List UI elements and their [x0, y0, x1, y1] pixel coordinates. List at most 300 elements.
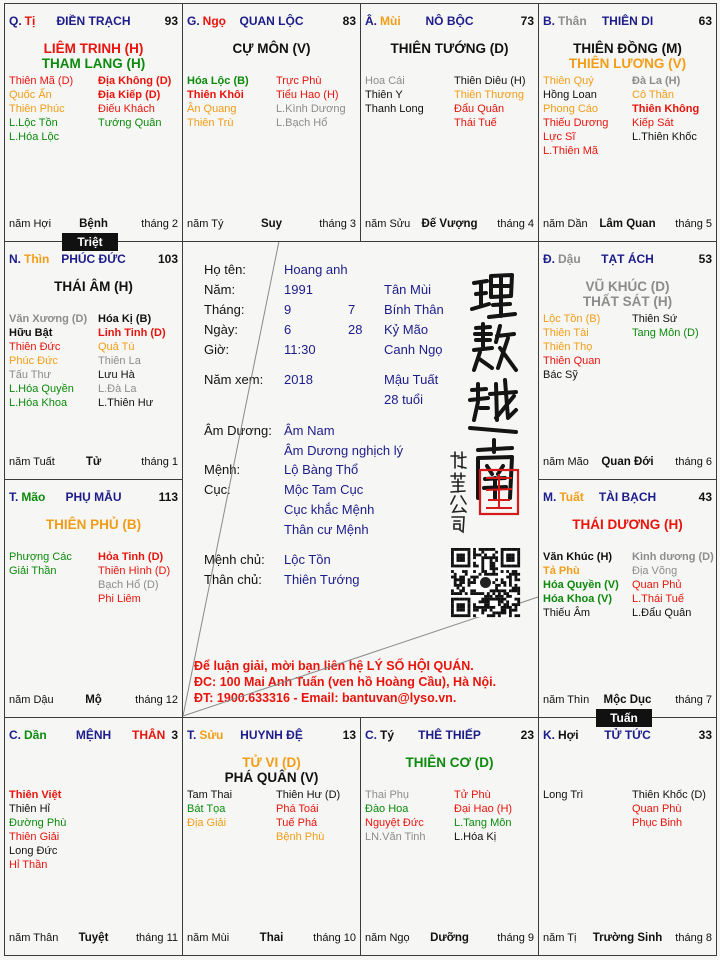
minor-stars-right [632, 788, 706, 830]
palace-huynh-de [182, 717, 361, 956]
palace-phu-mau [4, 479, 183, 718]
life-stage: Đế Vượng [421, 218, 478, 230]
minor-stars-right [632, 550, 714, 620]
minor-star: Văn Khúc (H) [543, 551, 613, 563]
life-stage: Thai [259, 932, 284, 944]
main-star: THẤT SÁT (H) [582, 294, 673, 309]
minor-star: Linh Tinh (D) [98, 327, 166, 339]
minor-stars-right [454, 788, 512, 844]
birth-month-solar: 9 [284, 302, 292, 317]
palace-quan-loc [182, 3, 361, 242]
contact-address: ĐC: 100 Mai Anh Tuấn (ven hồ Hoàng Cầu), Hà Nội. [194, 675, 497, 689]
minor-star: Bạch Hổ (D) [98, 579, 159, 591]
heavenly-stem: C. [9, 728, 21, 742]
main-stars [361, 41, 538, 56]
cycle-year: năm Dần [543, 218, 588, 230]
life-stage: Suy [260, 218, 283, 230]
palace-phuc-duc [4, 241, 183, 480]
cuc-label: Cục: [204, 482, 231, 497]
main-stars [539, 279, 716, 309]
am-duong-note: Âm Dương nghịch lý [284, 443, 404, 458]
minor-star: Thai Phụ [365, 789, 410, 801]
cycle-month: tháng 4 [497, 218, 534, 230]
minor-star: Phá Toái [276, 803, 319, 815]
minor-star: Tướng Quân [98, 117, 162, 129]
minor-star: Thiếu Âm [543, 607, 591, 619]
palace-thien-di [538, 3, 717, 242]
heavenly-stem: C. [365, 728, 377, 742]
life-stage: Quan Đới [601, 456, 654, 468]
palace-header [361, 727, 538, 743]
birth-hour: 11:30 [284, 342, 316, 357]
heavenly-stem: T. [9, 490, 19, 504]
view-year-canchi: Mậu Tuất [384, 372, 439, 387]
minor-star: Bác Sỹ [543, 369, 578, 381]
minor-star: Hóa Khoa (V) [543, 593, 613, 605]
minor-star: Thiên Quý [543, 75, 594, 87]
minor-star: Giải Thần [9, 565, 57, 577]
life-stage: Tuyệt [78, 932, 109, 944]
owner-name-label: Họ tên: [204, 262, 246, 277]
palace-name: MỆNH [75, 728, 112, 742]
minor-star: Thanh Long [365, 103, 424, 115]
minor-star: Hỉ Thần [9, 859, 48, 871]
minor-star: Phục Binh [632, 817, 683, 829]
heavenly-stem: B. [543, 14, 555, 28]
palace-age-number: 93 [164, 14, 178, 28]
cycle-year: năm Tị [543, 932, 577, 944]
cycle-year: năm Mão [543, 456, 589, 468]
minor-star: L.Hóa Lộc [9, 131, 60, 143]
minor-star: Thiên Khôi [187, 89, 244, 101]
minor-star: Thiên Phúc [9, 103, 65, 115]
palace-tu-tuc [538, 717, 717, 956]
palace-menh [4, 717, 183, 956]
heavenly-stem: G. [187, 14, 200, 28]
minor-star: Thiên Tài [543, 327, 589, 339]
palace-age-number: 73 [520, 14, 534, 28]
than-chu: Thiên Tướng [284, 572, 360, 587]
body-palace-tag: THÂN [132, 728, 166, 742]
minor-star: Hóa Kị (B) [98, 313, 152, 325]
minor-star: Hỏa Tinh (D) [98, 551, 164, 563]
minor-star: Tam Thai [187, 789, 233, 801]
cycle-month: tháng 8 [675, 932, 712, 944]
cycle-year: năm Mùi [187, 932, 230, 944]
palace-footer [5, 930, 182, 946]
minor-star: Phượng Các [9, 551, 72, 563]
birth-hour-canchi: Canh Ngọ [384, 342, 443, 357]
palace-stem-branch [543, 13, 587, 29]
minor-star: Hóa Quyền (V) [543, 579, 619, 591]
palace-header [5, 13, 182, 29]
contact-line-1: Để luận giải, mời bạn liên hệ LÝ SỐ HỘI QUÁN. [194, 659, 474, 673]
than-chu-label: Thân chủ: [204, 572, 262, 587]
main-star: THIÊN TƯỚNG (D) [390, 41, 509, 56]
palace-age-number: 103 [157, 252, 178, 266]
minor-star: L.Thiên Hư [98, 397, 154, 409]
menh: Lộ Bàng Thổ [284, 462, 359, 477]
minor-star: Thiên Diêu (H) [454, 75, 526, 87]
earthly-branch: Thân [558, 14, 587, 28]
minor-star: L.Bạch Hổ [276, 117, 328, 129]
minor-star: L.Kình Dương [276, 103, 346, 115]
cycle-month: tháng 5 [675, 218, 712, 230]
main-star: VŨ KHÚC (D) [585, 279, 670, 294]
birth-month-label: Tháng: [204, 302, 245, 317]
palace-age-number: 63 [698, 14, 712, 28]
main-star: CỰ MÔN (V) [232, 41, 311, 56]
palace-name: QUAN LỘC [239, 14, 304, 28]
menh-chu: Lộc Tồn [284, 552, 331, 567]
minor-star: Lực Sĩ [543, 131, 576, 143]
cycle-month: tháng 12 [135, 694, 178, 706]
cycle-year: năm Thìn [543, 694, 590, 706]
than-note: Thân cư Mệnh [284, 522, 369, 537]
minor-star: Đào Hoa [365, 803, 409, 815]
palace-age-number: 23 [520, 728, 534, 742]
minor-stars-left [365, 74, 424, 116]
minor-star: Tiểu Hao (H) [276, 89, 339, 101]
cuc: Mộc Tam Cục [284, 482, 364, 497]
minor-star: Thiên Thọ [543, 341, 593, 353]
earthly-branch: Tuất [559, 490, 584, 504]
heavenly-stem: Â. [365, 14, 377, 28]
view-year-label: Năm xem: [204, 372, 264, 387]
minor-stars-right [454, 74, 526, 130]
life-stage: Trường Sinh [592, 932, 663, 944]
minor-star: Thiên Hỉ [9, 803, 50, 815]
palace-header [539, 251, 716, 267]
minor-stars-left [9, 74, 73, 144]
birth-day-canchi: Kỷ Mão [384, 322, 429, 337]
main-stars [183, 41, 360, 56]
cycle-month: tháng 3 [319, 218, 356, 230]
minor-star: L.Đà La [98, 383, 137, 395]
minor-star: Hồng Loan [543, 89, 597, 101]
main-stars [361, 755, 538, 770]
palace-footer [183, 216, 360, 232]
minor-stars-right [98, 74, 171, 130]
minor-star: Phi Liêm [98, 593, 141, 605]
heavenly-stem: M. [543, 490, 557, 504]
palace-age-number: 43 [698, 490, 712, 504]
palace-tat-ach [538, 241, 717, 480]
main-star: THIÊN LƯƠNG (V) [568, 56, 687, 71]
main-star: THIÊN ĐỒNG (M) [573, 41, 682, 56]
palace-header [5, 489, 182, 505]
minor-stars-left [365, 788, 426, 844]
birth-hour-label: Giờ: [204, 342, 230, 357]
earthly-branch: Ngọ [202, 14, 226, 28]
minor-star: Thiên Không [632, 103, 700, 115]
cycle-year: năm Sửu [365, 218, 411, 230]
life-stage: Bệnh [79, 218, 108, 230]
palace-tai-bach [538, 479, 717, 718]
minor-star: Hoa Cái [365, 75, 405, 87]
palace-name: HUYNH ĐỆ [240, 728, 303, 742]
palace-stem-branch [9, 489, 45, 505]
palace-footer [5, 454, 182, 470]
minor-star: Quan Phủ [632, 579, 682, 591]
main-stars [5, 41, 182, 71]
palace-stem-branch [9, 13, 35, 29]
minor-star: Lộc Tồn (B) [543, 313, 601, 325]
tuan-badge: Tuấn [596, 709, 652, 727]
cycle-year: năm Tý [187, 218, 224, 230]
minor-star: Trực Phù [276, 75, 322, 87]
minor-star: L.Hóa Quyền [9, 383, 74, 395]
palace-age-number: 13 [342, 728, 356, 742]
minor-star: Tử Phù [454, 789, 491, 801]
palace-dien-trach [4, 3, 183, 242]
palace-age-number: 83 [342, 14, 356, 28]
life-stage: Lâm Quan [599, 218, 656, 230]
palace-stem-branch [543, 727, 579, 743]
birth-day-lunar: 28 [348, 322, 363, 337]
view-year: 2018 [284, 372, 313, 387]
minor-star: Địa Giải [187, 817, 227, 829]
cycle-month: tháng 2 [141, 218, 178, 230]
main-stars [539, 517, 716, 532]
main-stars [539, 41, 716, 71]
minor-star: Văn Xương (D) [9, 313, 88, 325]
earthly-branch: Sửu [199, 728, 224, 742]
palace-header [183, 13, 360, 29]
palace-header [183, 727, 360, 743]
minor-stars-left [543, 550, 619, 620]
heavenly-stem: K. [543, 728, 555, 742]
birth-year-solar: 1991 [284, 282, 313, 297]
age: 28 tuổi [384, 392, 424, 407]
main-star: THAM LANG (H) [41, 56, 146, 71]
cycle-year: năm Tuất [9, 456, 55, 468]
minor-star: Đại Hao (H) [454, 803, 513, 815]
palace-age-number: 33 [698, 728, 712, 742]
heavenly-stem: Đ. [543, 252, 555, 266]
minor-star: Thiên Mã (D) [9, 75, 74, 87]
minor-star: Long Trì [543, 789, 584, 801]
earthly-branch: Tị [24, 14, 36, 28]
palace-name: TÀI BẠCH [598, 490, 657, 504]
earthly-branch: Thìn [24, 252, 50, 266]
minor-star: Địa Võng [632, 565, 678, 577]
minor-star: L.Thiên Mã [543, 145, 599, 157]
palace-footer [539, 454, 716, 470]
birth-year-canchi: Tân Mùi [384, 282, 431, 297]
am-duong: Âm Nam [284, 423, 335, 438]
palace-no-boc [360, 3, 539, 242]
minor-star: Bát Tọa [187, 803, 226, 815]
cycle-month: tháng 11 [135, 932, 178, 944]
main-star: THÁI ÂM (H) [54, 279, 133, 294]
minor-stars-left [9, 788, 66, 872]
minor-star: Thiếu Dương [543, 117, 609, 129]
palace-name: PHỤ MẪU [65, 490, 122, 504]
main-stars [5, 517, 182, 532]
minor-star: Đà La (H) [632, 75, 681, 87]
minor-star: Cô Thần [632, 89, 674, 101]
birth-day-label: Ngày: [204, 322, 238, 337]
minor-star: Thiên Hư (D) [276, 789, 341, 801]
birth-month-lunar: 7 [348, 302, 356, 317]
minor-star: Thiên Giải [9, 831, 60, 843]
minor-star: Thiên La [98, 355, 141, 367]
heavenly-stem: T. [187, 728, 197, 742]
minor-stars-right [98, 312, 166, 410]
minor-star: Tả Phù [543, 565, 580, 577]
main-star: TỬ VI (D) [242, 755, 301, 770]
am-duong-label: Âm Dương: [204, 423, 272, 438]
minor-star: Thiên Khốc (D) [632, 789, 706, 801]
cycle-year: năm Hợi [9, 218, 52, 230]
minor-star: Thiên Quan [543, 355, 601, 367]
minor-star: L.Tang Môn [454, 817, 512, 829]
palace-footer [539, 692, 716, 708]
main-star: THÁI DƯƠNG (H) [572, 517, 683, 532]
earthly-branch: Mùi [380, 14, 401, 28]
birth-month-canchi: Bính Thân [384, 302, 444, 317]
minor-stars-left [543, 74, 608, 158]
palace-stem-branch [543, 489, 584, 505]
minor-stars-right [276, 74, 346, 130]
menh-chu-label: Mệnh chủ: [204, 552, 265, 567]
owner-name: Hoang anh [284, 262, 348, 277]
minor-star: Thiên Đức [9, 341, 61, 353]
birth-day-solar: 6 [284, 322, 292, 337]
palace-age-number: 113 [158, 490, 178, 504]
palace-name: ĐIỀN TRẠCH [56, 14, 131, 28]
minor-stars-left [187, 788, 232, 830]
cycle-month: tháng 7 [675, 694, 712, 706]
minor-star: Thiên Sứ [632, 313, 678, 325]
palace-stem-branch [187, 13, 226, 29]
earthly-branch: Hợi [558, 728, 579, 742]
palace-stem-branch [365, 13, 401, 29]
life-stage: Mộc Dục [603, 694, 652, 706]
minor-star: L.Hóa Khoa [9, 397, 68, 409]
minor-star: Thiên Việt [9, 789, 62, 801]
heavenly-stem: N. [9, 252, 21, 266]
minor-star: Phúc Đức [9, 355, 58, 367]
cycle-month: tháng 1 [141, 456, 178, 468]
minor-star: Tấu Thư [9, 369, 52, 381]
cuc-note: Cục khắc Mệnh [284, 502, 375, 517]
cycle-year: năm Ngọ [365, 932, 410, 944]
minor-star: Thiên Y [365, 89, 403, 101]
minor-star: Thiên Hình (D) [98, 565, 171, 577]
minor-star: Bệnh Phù [276, 831, 325, 843]
minor-star: Quan Phù [632, 803, 682, 815]
minor-stars-left [9, 550, 72, 578]
palace-footer [5, 216, 182, 232]
minor-stars-right [632, 74, 699, 144]
main-stars [183, 755, 360, 785]
earthly-branch: Mão [21, 490, 46, 504]
life-stage: Dưỡng [430, 932, 469, 944]
cycle-month: tháng 10 [313, 932, 356, 944]
palace-name: TẠT ÁCH [601, 252, 654, 266]
palace-age-number: 53 [698, 252, 712, 266]
palace-header [539, 13, 716, 29]
minor-star: Ân Quang [187, 103, 237, 115]
minor-star: Thiên Thương [454, 89, 525, 101]
earthly-branch: Dậu [558, 252, 581, 266]
minor-stars-right [276, 788, 340, 844]
birth-year-label: Năm: [204, 282, 236, 297]
palace-stem-branch [9, 251, 49, 267]
minor-star: Đường Phù [9, 817, 67, 829]
cycle-year: năm Thân [9, 932, 59, 944]
minor-star: Địa Kiếp (D) [98, 89, 161, 101]
palace-stem-branch [543, 251, 581, 267]
palace-footer [361, 216, 538, 232]
minor-star: Quốc Ấn [9, 89, 52, 101]
minor-stars-right [632, 312, 699, 340]
minor-star: Quả Tú [98, 341, 135, 353]
minor-star: Nguyệt Đức [365, 817, 424, 829]
minor-star: Tuế Phá [276, 817, 318, 829]
minor-star: Hóa Lộc (B) [187, 75, 249, 87]
minor-star: Đẩu Quân [454, 103, 505, 115]
main-star: THIÊN CƠ (D) [405, 755, 494, 770]
palace-name: THIÊN DI [601, 14, 654, 28]
minor-star: L.Thiên Khốc [632, 131, 697, 143]
minor-star: L.Lộc Tồn [9, 117, 58, 129]
palace-age-number: 3 [171, 728, 178, 742]
palace-stem-branch [365, 727, 394, 743]
main-stars [5, 279, 182, 294]
cycle-month: tháng 9 [497, 932, 534, 944]
palace-footer [5, 692, 182, 708]
palace-name: THÊ THIẾP [418, 728, 481, 742]
palace-header [5, 251, 182, 267]
palace-name: TỬ TỨC [604, 728, 651, 742]
minor-stars-left [543, 788, 583, 802]
minor-star: Phong Cáo [543, 103, 599, 115]
minor-star: Kình dương (D) [632, 551, 714, 563]
palace-footer [539, 216, 716, 232]
minor-stars-right [98, 550, 170, 606]
palace-footer [539, 930, 716, 946]
minor-star: LN.Văn Tinh [365, 831, 426, 843]
earthly-branch: Tý [380, 728, 395, 742]
main-star: LIÊM TRINH (H) [43, 41, 144, 56]
palace-header [539, 727, 716, 743]
minor-star: Địa Không (D) [98, 75, 172, 87]
contact-phone-email: ĐT: 1900.633316 - Email: bantuvan@lyso.vn. [194, 691, 457, 705]
heavenly-stem: Q. [9, 14, 22, 28]
main-star: PHÁ QUÂN (V) [224, 770, 319, 785]
minor-stars-left [543, 312, 600, 382]
earthly-branch: Dần [24, 728, 47, 742]
minor-star: Hữu Bật [9, 327, 53, 339]
minor-stars-left [9, 312, 87, 410]
minor-stars-left [187, 74, 249, 130]
palace-header [539, 489, 716, 505]
minor-star: Thái Tuế [454, 117, 497, 129]
minor-star: Lưu Hà [98, 369, 135, 381]
life-stage: Tử [85, 456, 102, 468]
menh-label: Mệnh: [204, 462, 241, 477]
palace-header [361, 13, 538, 29]
palace-header [5, 727, 182, 743]
main-star: THIÊN PHỦ (B) [45, 517, 142, 532]
minor-star: L.Thái Tuế [632, 593, 684, 605]
minor-star: L.Hóa Kị [454, 831, 497, 843]
palace-name: PHÚC ĐỨC [61, 252, 126, 266]
minor-star: L.Đẩu Quân [632, 607, 692, 619]
